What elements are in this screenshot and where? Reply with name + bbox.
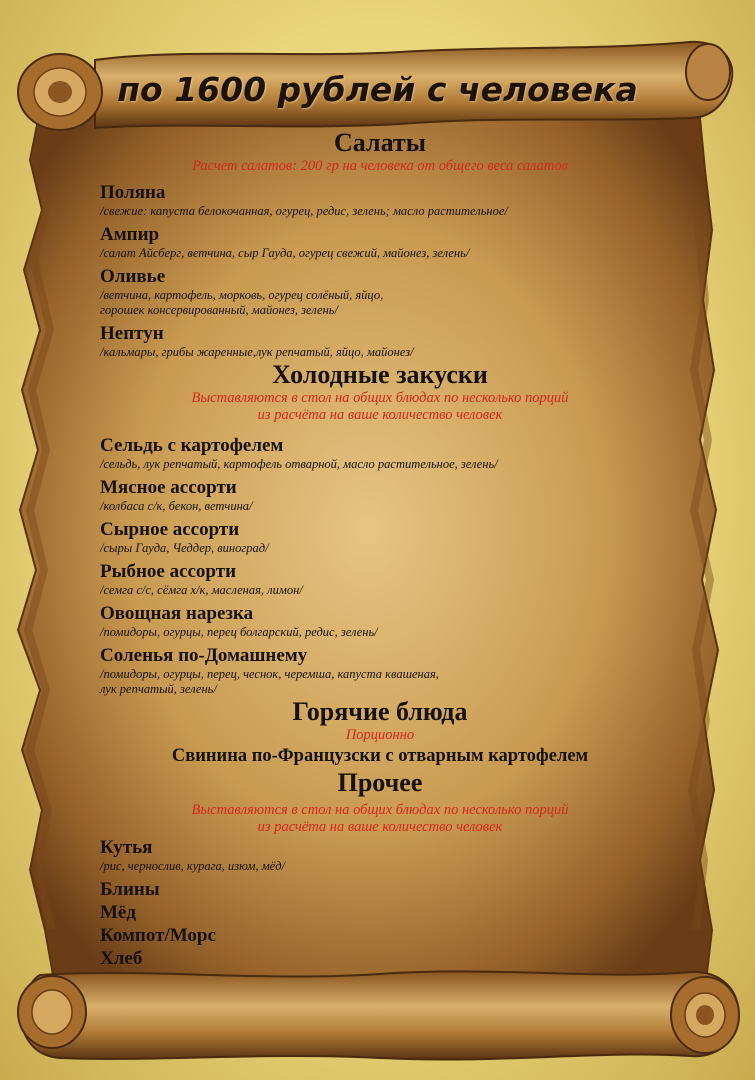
dish-name: Сельдь с картофелем	[100, 435, 284, 456]
dish-name: Поляна	[100, 182, 166, 203]
dish-name: Овощная нарезка	[100, 603, 254, 624]
dish-name: Мясное ассорти	[100, 477, 237, 498]
section-note: Выставляются в стол на общих блюдах по несколько порций	[191, 390, 569, 406]
dish-ingredients: /сельдь, лук репчатый, картофель отварной, масло растительное, зелень/	[100, 457, 498, 471]
dish-ingredients: /сыры Гауда, Чеддер, виноград/	[100, 541, 269, 555]
dish-name: Нептун	[100, 323, 164, 344]
dish-name: Соленья по-Домашнему	[100, 645, 308, 666]
dish-ingredients: лук репчатый, зелень/	[100, 682, 217, 696]
section-salads	[100, 128, 660, 360]
dish-name: Оливье	[100, 266, 166, 287]
section-note: Порционно	[345, 727, 415, 743]
section-cold-appetizers	[100, 360, 660, 697]
section-note: из расчёта на ваше количество человек	[257, 407, 503, 423]
section-note: Расчет салатов: 200 гр на человека от общего веса салатов	[192, 158, 568, 174]
dish-ingredients: /помидоры, огурцы, перец болгарский, редис, зелень/	[100, 625, 378, 639]
dish-ingredients: /ветчина, картофель, морковь, огурец солёный, яйцо,	[100, 288, 384, 302]
main-dish-name: Свинина по-Французски с отварным картофелем	[171, 746, 589, 766]
dish-ingredients: /помидоры, огурцы, перец, чеснок, черемша, капуста квашеная,	[100, 667, 439, 681]
dish-name: Рыбное ассорти	[100, 561, 237, 582]
dish-name: Мёд	[100, 902, 136, 923]
dish-ingredients: /колбаса с/к, бекон, ветчина/	[100, 499, 253, 513]
dish-name: Кутья	[100, 837, 153, 858]
section-title: Салаты	[334, 128, 426, 157]
section-note: Выставляются в стол на общих блюдах по несколько порций	[191, 802, 569, 818]
dish-name: Ампир	[100, 224, 160, 245]
dish-ingredients: /кальмары, грибы жаренные,лук репчатый, яйцо, майонез/	[100, 345, 414, 359]
bottom-scroll-roll	[21, 971, 738, 1059]
section-title: Прочее	[337, 768, 423, 797]
dish-ingredients: /салат Айсберг, ветчина, сыр Гауда, огурец свежий, майонез, зелень/	[100, 246, 470, 260]
menu-title: по 1600 рублей с человека	[117, 70, 638, 109]
dish-ingredients: /свежие: капуста белокочанная, огурец, редис, зелень; масло растительное/	[100, 204, 508, 218]
dish-name: Хлеб	[100, 948, 143, 969]
section-title: Горячие блюда	[292, 697, 468, 726]
section-hot-dishes	[100, 697, 660, 768]
section-other	[100, 768, 660, 970]
section-title: Холодные закуски	[272, 360, 488, 389]
dish-ingredients: /семга с/с, сёмга х/к, масленая, лимон/	[100, 583, 303, 597]
section-note: из расчёта на ваше количество человек	[257, 819, 503, 835]
dish-name: Сырное ассорти	[100, 519, 240, 540]
menu-content	[100, 128, 660, 970]
dish-ingredients: /рис, чернослив, курага, изюм, мёд/	[100, 859, 286, 873]
dish-name: Компот/Морс	[100, 925, 216, 946]
dish-ingredients: горошек консервированный, майонез, зелень/	[100, 303, 338, 317]
dish-name: Блины	[100, 879, 160, 900]
